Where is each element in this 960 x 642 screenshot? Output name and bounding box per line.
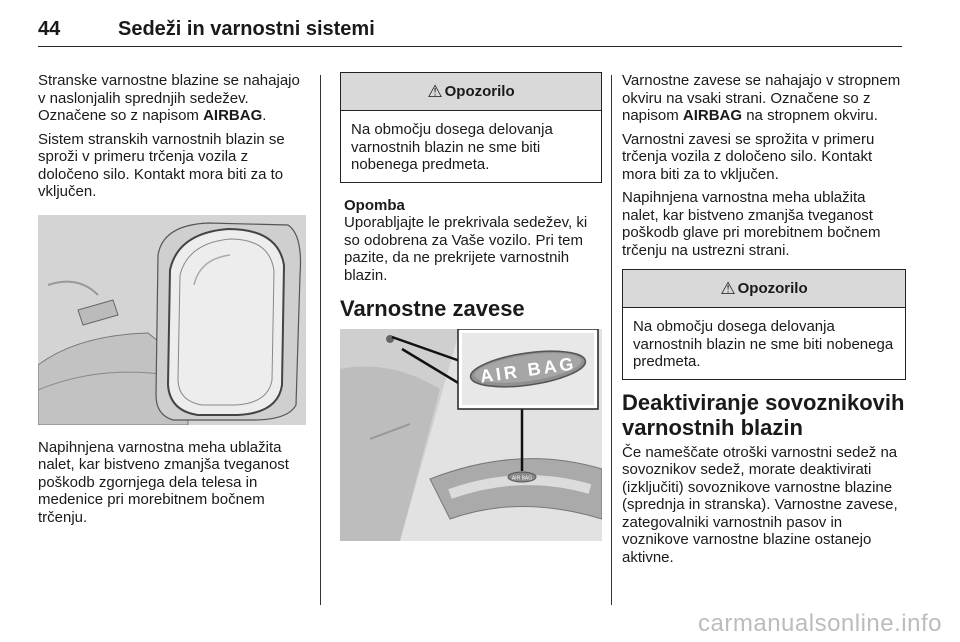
curtain-airbag-illustration bbox=[340, 329, 602, 541]
side-airbag-seat-illustration bbox=[38, 215, 306, 425]
warning-text: Na območju dosega delovanja varnostnih blazin ne sme biti nobenega predmeta. bbox=[633, 318, 894, 370]
note bbox=[340, 197, 602, 285]
watermark: carmanualsonline.info bbox=[698, 610, 942, 637]
note-title: Opomba bbox=[344, 196, 405, 214]
note-text: Uporabljajte le prekrivala sedežev, ki so odobrena za Vaše vozilo. Pri tem pazite, da ne prekrijete varnostnih blazin. bbox=[344, 214, 588, 284]
paragraph-curtain-trigger: Varnostni zavesi se sprožita v primeru trčenja vozila z določeno silo. Kontakt mora biti za to vključen. bbox=[622, 130, 875, 183]
column-divider bbox=[320, 75, 321, 605]
column-left bbox=[38, 72, 306, 532]
warning-box bbox=[340, 72, 602, 183]
warning-triangle-icon: ⚠ bbox=[427, 81, 443, 101]
paragraph-side-airbags-trigger: Sistem stranskih varnostnih blazin se sproži v primeru trčenja vozila z določeno silo. Kontakt mora biti za to vključen. bbox=[38, 130, 285, 200]
page-title: Sedeži in varnostni sistemi bbox=[118, 18, 375, 40]
page-header bbox=[38, 12, 902, 47]
paragraph-curtain-effect: Napihnjena varnostna meha ublažita nalet, kar bistveno zmanjša tveganost poškodb glave pri morebitnem bočnem trčenju na ustrezni strani. bbox=[622, 189, 881, 259]
airbag-small-badge-label: AIR BAG bbox=[511, 475, 533, 482]
column-divider bbox=[611, 75, 612, 605]
column-right bbox=[622, 72, 906, 572]
page-number: 44 bbox=[38, 18, 61, 40]
warning-title: Opozorilo bbox=[737, 280, 808, 297]
warning-triangle-icon: ⚠ bbox=[720, 278, 736, 298]
paragraph-side-airbags-location: Stranske varnostne blazine se nahajajo v naslonjalih sprednjih sedežev. Označene so z napisom AIRBAG. bbox=[38, 72, 300, 124]
paragraph-deactivation: Če nameščate otroški varnostni sedež na sovoznikov sedež, morate deaktivirati (izključiti) sovoznikove varnostne blazine (sprednja in stranska). Varnostne zavese, zategovalniki varnostnih pasov in voznikove varnostne blazine ostanejo aktivne. bbox=[622, 443, 898, 566]
warning-box bbox=[622, 269, 906, 380]
airbag-badge-label: AIR BAG bbox=[478, 353, 578, 387]
warning-text: Na območju dosega delovanja varnostnih blazin ne sme biti nobenega predmeta. bbox=[351, 121, 553, 173]
warning-header bbox=[341, 73, 601, 111]
airbag-label: AIRBAG bbox=[682, 107, 743, 124]
airbag-label: AIRBAG bbox=[203, 107, 263, 124]
section-heading-deactivation: Deaktiviranje sovoznikovih varnostnih blazin bbox=[622, 389, 905, 440]
warning-title: Opozorilo bbox=[444, 83, 515, 100]
paragraph-side-airbags-effect: Napihnjena varnostna meha ublažita nalet, kar bistveno zmanjša tveganost poškodb zgornjega dela telesa in medenice pri morebitnem bočnem trčenju. bbox=[38, 438, 289, 526]
warning-header bbox=[623, 270, 905, 308]
paragraph-curtain-location: Varnostne zavese se nahajajo v stropnem okviru na vsaki strani. Označene so z napisom AIRBAG na stropnem okviru. bbox=[622, 72, 901, 124]
section-heading-curtain-airbags: Varnostne zavese bbox=[340, 296, 525, 321]
column-middle bbox=[340, 72, 602, 541]
